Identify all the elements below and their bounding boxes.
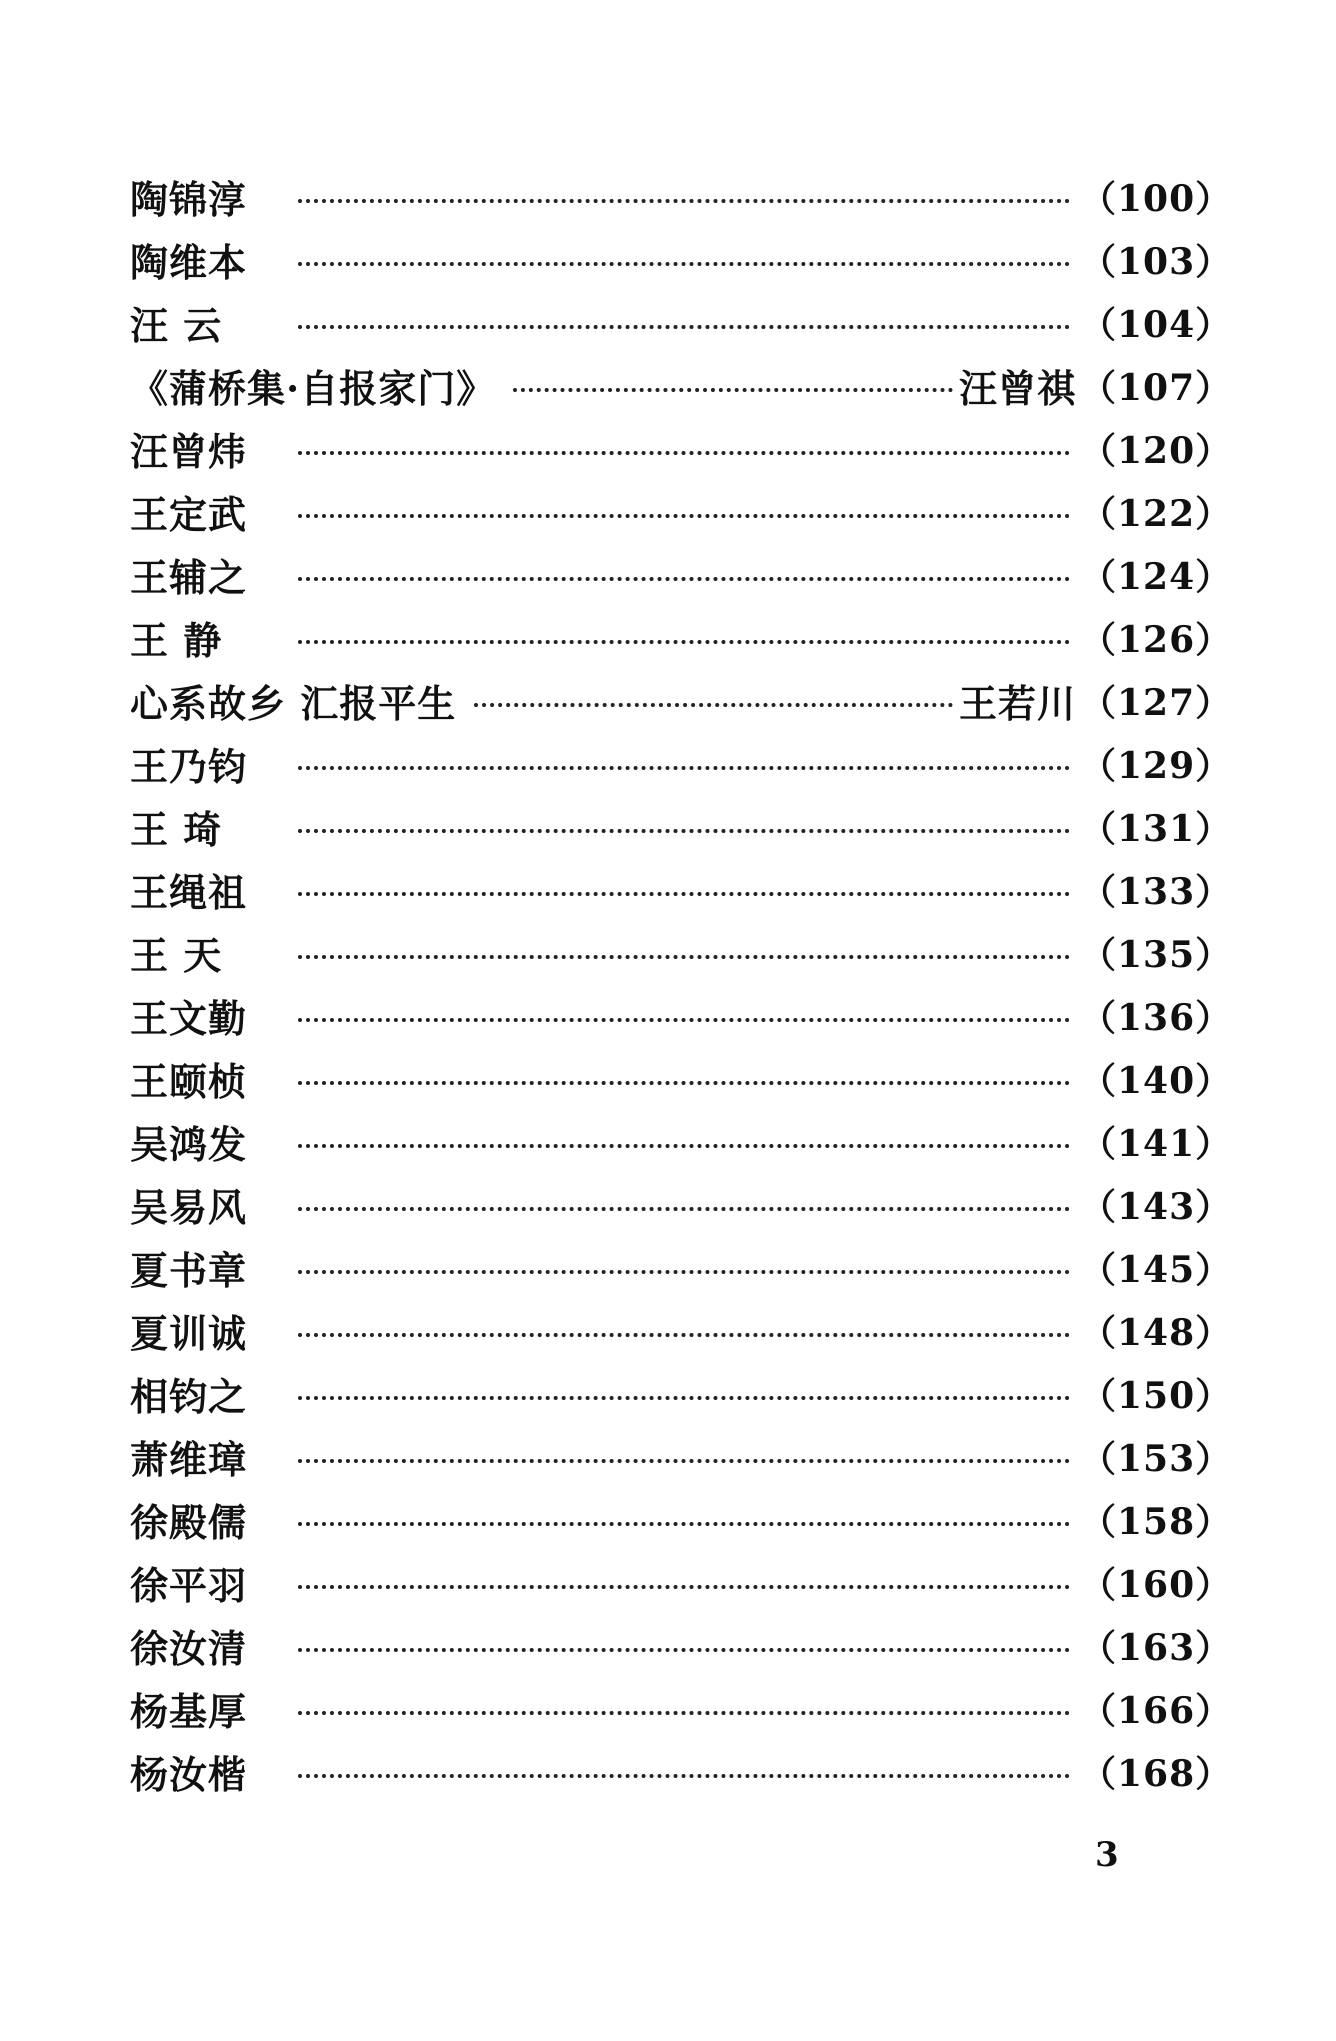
entry-name: 陶锦淳 <box>130 177 248 222</box>
entry-page: （100） <box>1080 178 1233 220</box>
dot-leader <box>298 1522 1070 1526</box>
toc-entry <box>130 795 1233 858</box>
entry-page: （126） <box>1080 619 1233 661</box>
entry-name: 徐殿儒 <box>130 1500 248 1545</box>
page-number: 3 <box>1095 1835 1119 1875</box>
toc-entry <box>130 480 1233 543</box>
toc-entry <box>130 606 1233 669</box>
toc-entry <box>130 1299 1233 1362</box>
dot-leader <box>298 1018 1070 1022</box>
entry-name: 王绳祖 <box>130 870 248 915</box>
toc-entry <box>130 1488 1233 1551</box>
dot-leader <box>513 388 953 392</box>
toc-entry <box>130 417 1233 480</box>
entry-page: （166） <box>1080 1690 1233 1732</box>
dot-leader <box>298 640 1070 644</box>
toc-entry <box>130 858 1233 921</box>
entry-name: 王文勤 <box>130 996 248 1041</box>
entry-page: （140） <box>1080 1060 1233 1102</box>
toc-entry <box>130 1740 1233 1803</box>
entry-page: （103） <box>1080 241 1233 283</box>
entry-page: （143） <box>1080 1186 1233 1228</box>
dot-leader <box>298 829 1070 833</box>
toc-entry <box>130 1110 1233 1173</box>
toc-entry <box>130 1551 1233 1614</box>
entry-name: 陶维本 <box>130 240 248 285</box>
entry-author: 王若川 <box>958 681 1076 726</box>
dot-leader <box>298 199 1070 203</box>
entry-name: 《蒲桥集·自报家门》 <box>130 366 496 411</box>
entry-name: 徐汝清 <box>130 1626 248 1671</box>
entry-page: （150） <box>1080 1375 1233 1417</box>
toc-entry <box>130 1047 1233 1110</box>
toc-entry <box>130 228 1233 291</box>
entry-name: 王乃钧 <box>130 744 248 789</box>
entry-name: 汪 云 <box>130 303 223 348</box>
toc-entry <box>130 984 1233 1047</box>
entry-page: （120） <box>1080 430 1233 472</box>
toc-entry <box>130 921 1233 984</box>
entry-name: 吴鸿发 <box>130 1122 248 1167</box>
dot-leader <box>298 1648 1070 1652</box>
table-of-contents <box>130 165 1233 1803</box>
entry-page: （145） <box>1080 1249 1233 1291</box>
toc-entry <box>130 1425 1233 1488</box>
dot-leader <box>298 577 1070 581</box>
dot-leader <box>298 1081 1070 1085</box>
entry-page: （163） <box>1080 1627 1233 1669</box>
entry-name: 王 静 <box>130 618 223 663</box>
toc-entry <box>130 669 1233 732</box>
entry-page: （124） <box>1080 556 1233 598</box>
entry-page: （131） <box>1080 808 1233 850</box>
toc-entry <box>130 1236 1233 1299</box>
dot-leader <box>298 955 1070 959</box>
dot-leader <box>298 514 1070 518</box>
entry-page: （135） <box>1080 934 1233 976</box>
entry-name: 吴易风 <box>130 1185 248 1230</box>
dot-leader <box>298 262 1070 266</box>
dot-leader <box>298 1207 1070 1211</box>
entry-page: （127） <box>1080 682 1233 724</box>
toc-entry <box>130 1362 1233 1425</box>
entry-page: （104） <box>1080 304 1233 346</box>
entry-page: （153） <box>1080 1438 1233 1480</box>
dot-leader <box>298 1711 1070 1715</box>
dot-leader <box>298 1459 1070 1463</box>
dot-leader <box>298 1333 1070 1337</box>
entry-page: （141） <box>1080 1123 1233 1165</box>
toc-entry <box>130 1614 1233 1677</box>
toc-entry <box>130 543 1233 606</box>
dot-leader <box>298 451 1070 455</box>
entry-page: （168） <box>1080 1753 1233 1795</box>
entry-name: 徐平羽 <box>130 1563 248 1608</box>
dot-leader <box>298 1585 1070 1589</box>
dot-leader <box>298 1396 1070 1400</box>
dot-leader <box>298 325 1070 329</box>
dot-leader <box>298 892 1070 896</box>
entry-name: 心系故乡 汇报平生 <box>130 681 457 726</box>
toc-entry <box>130 732 1233 795</box>
entry-name: 杨基厚 <box>130 1689 248 1734</box>
toc-entry <box>130 1173 1233 1236</box>
toc-entry <box>130 165 1233 228</box>
dot-leader <box>298 1144 1070 1148</box>
entry-name: 汪曾炜 <box>130 429 248 474</box>
entry-name: 王 天 <box>130 933 223 978</box>
entry-page: （148） <box>1080 1312 1233 1354</box>
entry-name: 萧维璋 <box>130 1437 248 1482</box>
entry-name: 王定武 <box>130 492 248 537</box>
toc-entry <box>130 291 1233 354</box>
toc-entry <box>130 1677 1233 1740</box>
dot-leader <box>474 703 953 707</box>
entry-name: 王辅之 <box>130 555 248 600</box>
entry-name: 夏训诚 <box>130 1311 248 1356</box>
entry-page: （133） <box>1080 871 1233 913</box>
dot-leader <box>298 1774 1070 1778</box>
entry-name: 夏书章 <box>130 1248 248 1293</box>
dot-leader <box>298 766 1070 770</box>
entry-page: （136） <box>1080 997 1233 1039</box>
entry-name: 杨汝楷 <box>130 1752 248 1797</box>
entry-page: （129） <box>1080 745 1233 787</box>
entry-name: 王 琦 <box>130 807 223 852</box>
entry-author: 汪曾祺 <box>958 366 1076 411</box>
entry-page: （107） <box>1080 367 1233 409</box>
entry-name: 相钧之 <box>130 1374 248 1419</box>
entry-page: （158） <box>1080 1501 1233 1543</box>
entry-page: （122） <box>1080 493 1233 535</box>
dot-leader <box>298 1270 1070 1274</box>
entry-page: （160） <box>1080 1564 1233 1606</box>
toc-entry <box>130 354 1233 417</box>
entry-name: 王颐桢 <box>130 1059 248 1104</box>
